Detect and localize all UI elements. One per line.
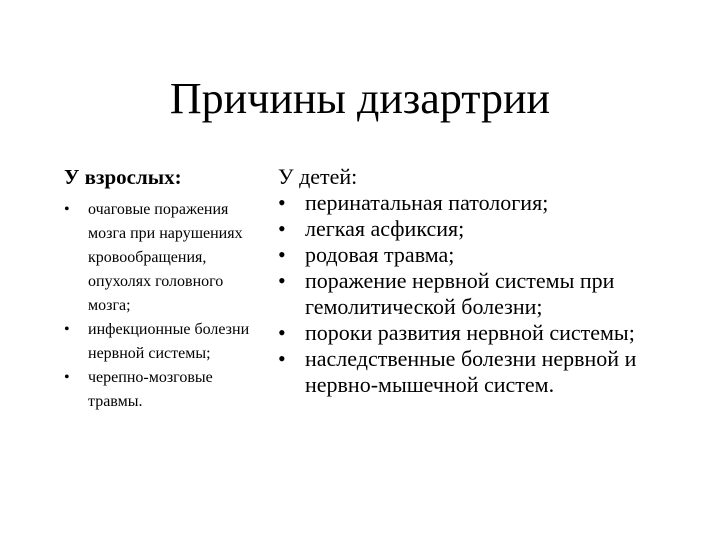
adults-column <box>64 164 264 414</box>
list-item-text: черепно-мозговые травмы. <box>88 369 213 410</box>
list-item-text: наследственные болезни нервной и нервно-мышечной систем. <box>305 346 637 397</box>
list-item-text: пороки развития нервной системы; <box>305 320 635 345</box>
list-item <box>64 366 264 414</box>
list-item-text: легкая асфиксия; <box>305 216 465 241</box>
bullet-icon: • <box>64 321 70 338</box>
list-item <box>278 190 678 216</box>
list-item <box>278 346 678 398</box>
bullet-icon: • <box>64 201 70 218</box>
children-column <box>278 164 678 398</box>
bullet-icon: • <box>278 216 286 241</box>
children-heading: У детей: <box>278 164 358 189</box>
list-item-text: родовая травма; <box>305 242 455 267</box>
list-item-text: очаговые поражения мозга при нарушениях кровообращения, опухолях головного мозга; <box>88 201 243 314</box>
slide-title: Причины дизартрии <box>169 74 551 123</box>
list-item <box>278 268 678 320</box>
bullet-icon: • <box>278 268 286 293</box>
list-item <box>278 216 678 242</box>
adults-heading: У взрослых: <box>64 165 182 189</box>
list-item <box>278 242 678 268</box>
adults-list <box>64 198 264 414</box>
list-item-text: инфекционные болезни нервной системы; <box>88 321 250 362</box>
list-item-text: поражение нервной системы при гемолитической болезни; <box>305 268 615 319</box>
children-list <box>278 190 678 398</box>
list-item <box>64 198 264 318</box>
bullet-icon: • <box>278 346 286 371</box>
list-item <box>64 318 264 366</box>
bullet-icon: • <box>278 242 286 267</box>
bullet-icon: • <box>278 190 286 215</box>
list-item <box>278 320 678 346</box>
list-item-text: перинатальная патология; <box>305 190 549 215</box>
bullet-icon: • <box>64 369 70 386</box>
bullet-icon: • <box>278 320 286 345</box>
